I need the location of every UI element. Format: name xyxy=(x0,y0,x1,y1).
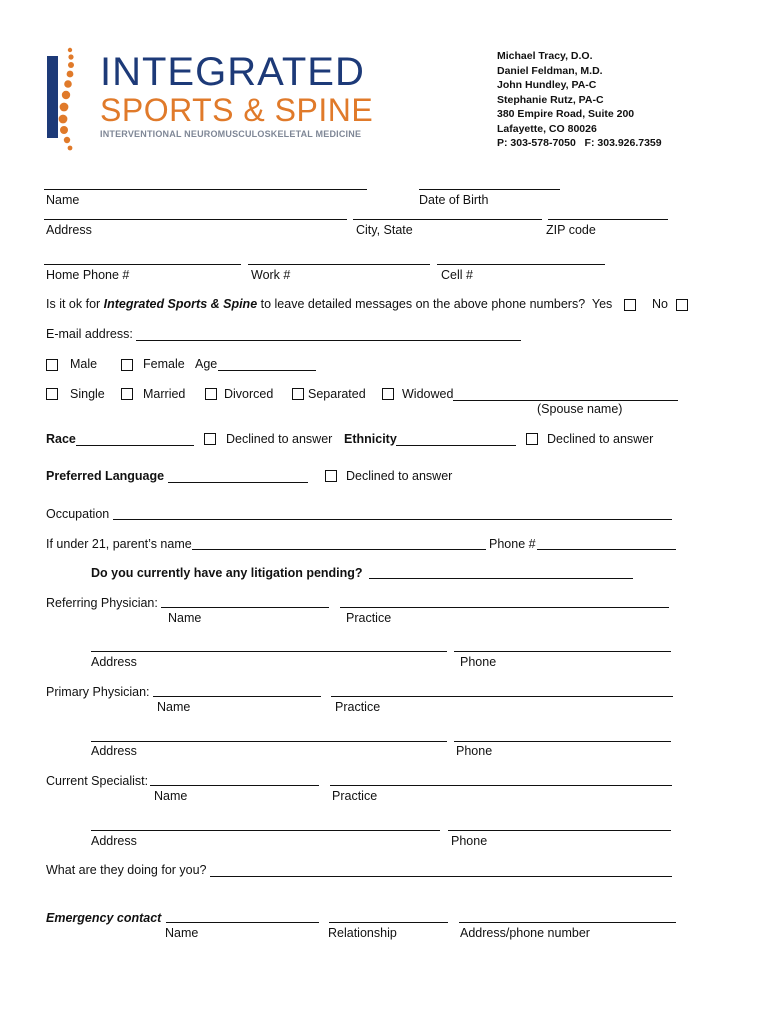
doing-for-you-field[interactable] xyxy=(210,876,672,877)
referring-phone-label: Phone xyxy=(460,655,497,669)
logo-line1: INTEGRATED xyxy=(100,50,365,94)
parent-name-label: If under 21, parent’s name xyxy=(46,537,192,551)
contact-line: Daniel Feldman, M.D. xyxy=(497,64,603,77)
specialist-name-field[interactable] xyxy=(150,785,319,786)
litigation-question: Do you currently have any litigation pending? xyxy=(91,566,363,580)
referring-phone-field[interactable] xyxy=(454,651,671,652)
male-checkbox[interactable] xyxy=(46,359,58,371)
logo-line2: SPORTS & SPINE xyxy=(100,92,374,128)
ethnicity-declined-checkbox[interactable] xyxy=(526,433,538,445)
single-checkbox[interactable] xyxy=(46,388,58,400)
spouse-name-label: (Spouse name) xyxy=(537,402,623,416)
primary-phone-label: Phone xyxy=(456,744,493,758)
work-label: Work # xyxy=(251,268,291,282)
city-state-field[interactable] xyxy=(353,219,542,220)
specialist-phone-label: Phone xyxy=(451,834,488,848)
primary-physician-label: Primary Physician: xyxy=(46,685,150,699)
occupation-field[interactable] xyxy=(113,519,672,520)
female-checkbox[interactable] xyxy=(121,359,133,371)
dob-label: Date of Birth xyxy=(419,193,489,207)
name-label: Name xyxy=(46,193,80,207)
contact-line: 380 Empire Road, Suite 200 xyxy=(497,108,635,120)
emergency-relationship-field[interactable] xyxy=(329,922,448,923)
primary-name-field[interactable] xyxy=(153,696,321,697)
referring-name-field[interactable] xyxy=(161,607,329,608)
specialist-address-label: Address xyxy=(91,834,137,848)
divorced-label: Divorced xyxy=(224,387,274,401)
cell-phone-field[interactable] xyxy=(437,264,605,265)
specialist-practice-field[interactable] xyxy=(330,785,672,786)
emergency-contact-label: Emergency contact xyxy=(46,911,162,925)
contact-block xyxy=(497,49,662,151)
contact-line: John Hundley, PA-C xyxy=(497,79,597,91)
ethnicity-field[interactable] xyxy=(396,445,516,446)
referring-address-label: Address xyxy=(91,655,137,669)
zip-label: ZIP code xyxy=(546,223,596,237)
contact-line: Michael Tracy, D.O. xyxy=(497,50,593,62)
female-label: Female xyxy=(143,357,185,371)
primary-practice-field[interactable] xyxy=(331,696,673,697)
ethnicity-declined-label: Declined to answer xyxy=(547,432,654,446)
parent-name-field[interactable] xyxy=(192,549,486,550)
emergency-address-phone-label: Address/phone number xyxy=(460,926,590,940)
referring-address-field[interactable] xyxy=(91,651,447,652)
emergency-address-phone-field[interactable] xyxy=(459,922,676,923)
emergency-relationship-label: Relationship xyxy=(328,926,397,940)
ethnicity-label: Ethnicity xyxy=(344,432,397,446)
spouse-name-field[interactable] xyxy=(453,400,678,401)
contact-line: Stephanie Rutz, PA-C xyxy=(497,93,604,106)
specialist-name-label: Name xyxy=(154,789,188,803)
home-phone-field[interactable] xyxy=(44,264,241,265)
married-label: Married xyxy=(143,387,186,401)
widowed-label: Widowed xyxy=(402,387,454,401)
referring-physician-label: Referring Physician: xyxy=(46,596,158,610)
spine-logo-icon xyxy=(44,44,90,154)
race-declined-checkbox[interactable] xyxy=(204,433,216,445)
parent-phone-label: Phone # xyxy=(489,537,536,551)
name-field[interactable] xyxy=(44,189,367,190)
preferred-language-field[interactable] xyxy=(168,482,308,483)
zip-field[interactable] xyxy=(548,219,668,220)
referring-name-label: Name xyxy=(168,611,202,625)
specialist-practice-label: Practice xyxy=(332,789,378,803)
language-declined-checkbox[interactable] xyxy=(325,470,337,482)
widowed-checkbox[interactable] xyxy=(382,388,394,400)
primary-practice-label: Practice xyxy=(335,700,381,714)
yes-checkbox[interactable] xyxy=(624,299,636,311)
no-label: No xyxy=(652,297,668,311)
logo-tagline: INTERVENTIONAL NEUROMUSCULOSKELETAL MEDICINE xyxy=(100,129,362,139)
language-declined-label: Declined to answer xyxy=(346,469,453,483)
race-field[interactable] xyxy=(76,445,194,446)
cell-label: Cell # xyxy=(441,268,473,282)
specialist-address-field[interactable] xyxy=(91,830,440,831)
parent-phone-field[interactable] xyxy=(537,549,676,550)
primary-name-label: Name xyxy=(157,700,191,714)
separated-label: Separated xyxy=(308,387,366,401)
separated-checkbox[interactable] xyxy=(292,388,304,400)
logo xyxy=(44,44,374,154)
dob-field[interactable] xyxy=(419,189,560,190)
primary-address-label: Address xyxy=(91,744,137,758)
primary-phone-field[interactable] xyxy=(454,741,671,742)
emergency-name-label: Name xyxy=(165,926,199,940)
race-declined-label: Declined to answer xyxy=(226,432,333,446)
message-consent-question: Is it ok for Integrated Sports & Spine to leave detailed messages on the above phone numbers? Yes xyxy=(46,297,613,311)
current-specialist-label: Current Specialist: xyxy=(46,774,149,788)
contact-line: Lafayette, CO 80026 xyxy=(497,122,597,135)
home-phone-label: Home Phone # xyxy=(46,268,130,282)
city-state-label: City, State xyxy=(356,223,413,237)
litigation-field[interactable] xyxy=(369,578,633,579)
specialist-phone-field[interactable] xyxy=(448,830,671,831)
work-phone-field[interactable] xyxy=(248,264,430,265)
preferred-language-label: Preferred Language xyxy=(46,469,165,483)
single-label: Single xyxy=(70,387,105,401)
address-label: Address xyxy=(46,223,92,237)
age-field[interactable] xyxy=(218,370,316,371)
no-checkbox[interactable] xyxy=(676,299,688,311)
emergency-name-field[interactable] xyxy=(166,922,319,923)
email-label: E-mail address: xyxy=(46,327,133,341)
race-label: Race xyxy=(46,432,76,446)
married-checkbox[interactable] xyxy=(121,388,133,400)
email-field[interactable] xyxy=(136,340,521,341)
contact-line: P: 303-578-7050 F: 303.926.7359 xyxy=(497,137,662,149)
male-label: Male xyxy=(70,357,98,371)
doing-for-you-label: What are they doing for you? xyxy=(46,863,207,877)
address-field[interactable] xyxy=(44,219,347,220)
divorced-checkbox[interactable] xyxy=(205,388,217,400)
age-label: Age xyxy=(195,357,218,371)
referring-practice-field[interactable] xyxy=(340,607,669,608)
primary-address-field[interactable] xyxy=(91,741,447,742)
referring-practice-label: Practice xyxy=(346,611,392,625)
occupation-label: Occupation xyxy=(46,507,110,521)
